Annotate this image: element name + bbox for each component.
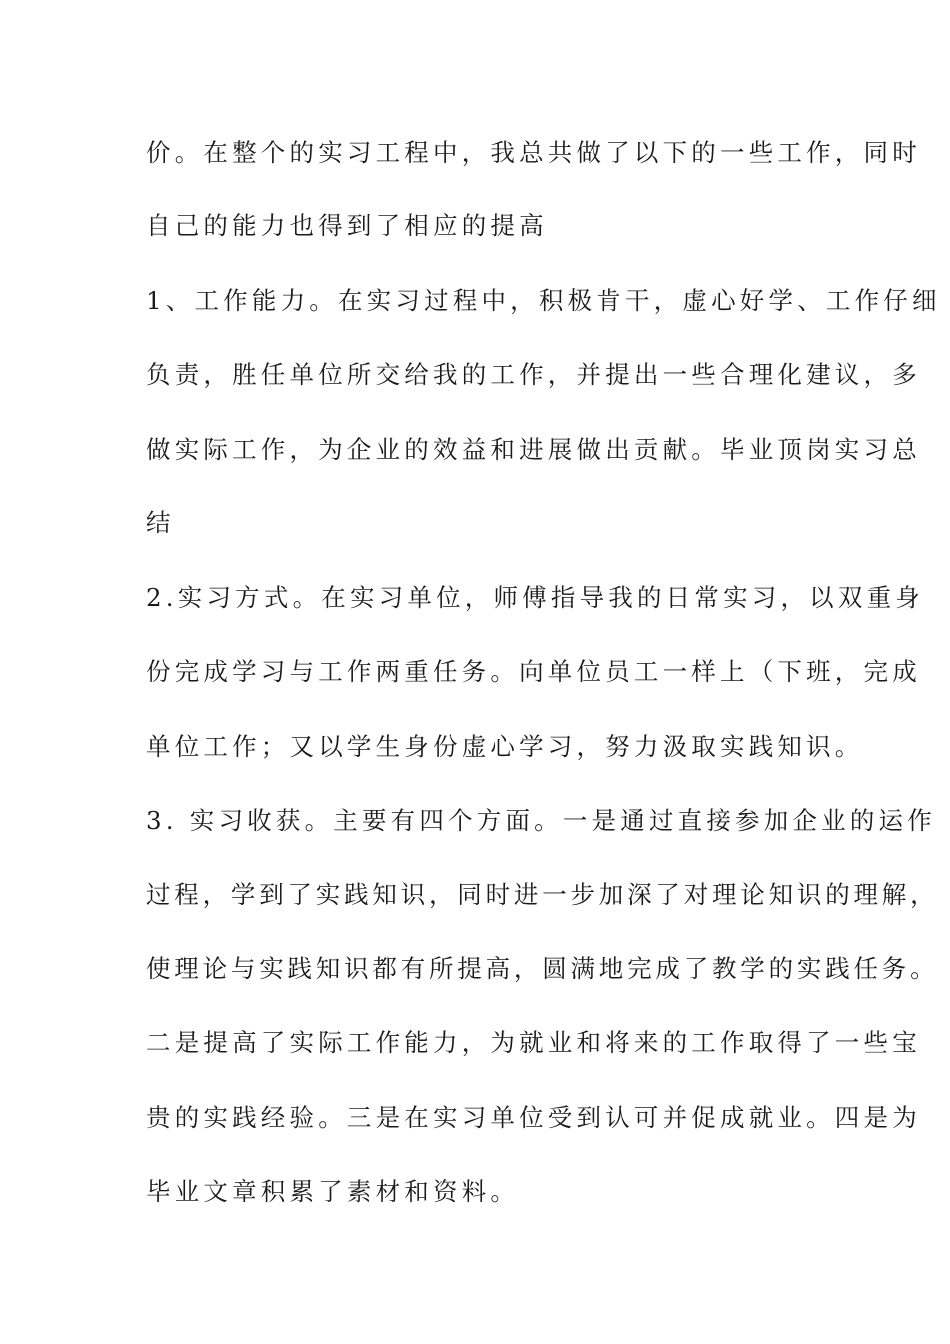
text-line: 二是提高了实际工作能力，为就业和将来的工作取得了一些宝 <box>146 1028 921 1057</box>
text-line: 份完成学习与工作两重任务。向单位员工一样上（下班，完成 <box>146 657 921 686</box>
text-line: 1、工作能力。在实习过程中，积极肯干，虚心好学、工作仔细 <box>146 286 941 315</box>
text-line: 做实际工作，为企业的效益和进展做出贡献。毕业顶岗实习总 <box>146 435 921 464</box>
text-line: 毕业文章积累了素材和资料。 <box>146 1177 520 1206</box>
text-line: 贵的实践经验。三是在实习单位受到认可并促成就业。四是为 <box>146 1103 921 1132</box>
text-line: 过程，学到了实践知识，同时进一步加深了对理论知识的理解， <box>146 880 939 909</box>
text-line: 自己的能力也得到了相应的提高 <box>146 211 548 240</box>
text-line: 结 <box>146 508 175 537</box>
text-line: 单位工作；又以学生身份虚心学习，努力汲取实践知识。 <box>146 732 864 761</box>
text-line: 2.实习方式。在实习单位，师傅指导我的日常实习，以双重身 <box>146 583 924 612</box>
text-line: 价。在整个的实习工程中，我总共做了以下的一些工作，同时 <box>146 138 921 167</box>
text-line: 3. 实习收获。主要有四个方面。一是通过直接参加企业的运作 <box>146 806 936 835</box>
text-line: 负责，胜任单位所交给我的工作，并提出一些合理化建议，多 <box>146 360 921 389</box>
text-line: 使理论与实践知识都有所提高，圆满地完成了教学的实践任务。 <box>146 954 939 983</box>
